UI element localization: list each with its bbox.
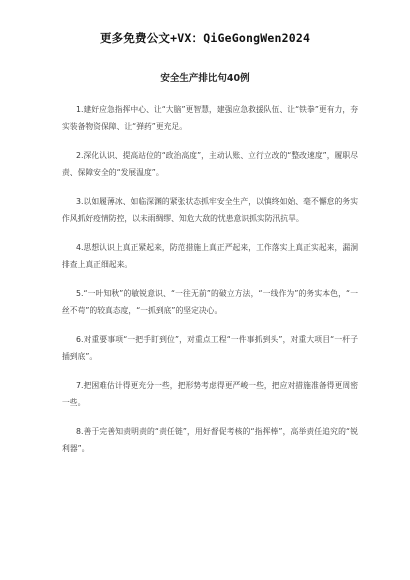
promo-header: 更多免费公文+VX：QiGeGongWen2024 [99, 31, 311, 45]
list-item: 2.深化认识、提高站位的“政治高度”，主动认账、立行立改的“整改速度”，履职尽责、保障安全的“发展温度”。 [62, 151, 358, 177]
item-list [62, 101, 358, 469]
list-item: 4.思想认识上真正紧起来，防范措施上真正严起来，工作落实上真正实起来，漏洞排查上真正细起来。 [62, 243, 358, 269]
list-item: 6.对重要事项“一把手盯到位”，对重点工程“一件事抓到头”，对重大项目“一杆子插到底”。 [62, 335, 358, 361]
document-title: 安全生产排比句40例 [160, 73, 250, 84]
list-item: 3.以如履薄冰、如临深渊的紧张状态抓牢安全生产，以慎终如始、毫不懈怠的务实作风抓好疫情防控，以未雨绸缪、知危大敌的忧患意识抓实防汛抗旱。 [62, 197, 358, 223]
list-item: 8.善于完善知责明责的“责任链”，用好督促考核的“指挥棒”，高举责任追究的“锐利器”。 [62, 427, 358, 453]
list-item: 7.把困难估计得更充分一些，把形势考虑得更严峻一些，把应对措施准备得更周密一些。 [62, 381, 358, 407]
list-item: 1.建好应急指挥中心、让“大脑”更智慧，建强应急救援队伍、让“铁拳”更有力，夯实装备物资保障、让“弹药”更充足。 [62, 105, 358, 131]
list-item: 5.“一叶知秋”的敏锐意识、“一往无前”的破立方法，“一线作为”的务实本色，“一丝不苟”的较真态度，“一抓到底”的坚定决心。 [62, 289, 358, 315]
